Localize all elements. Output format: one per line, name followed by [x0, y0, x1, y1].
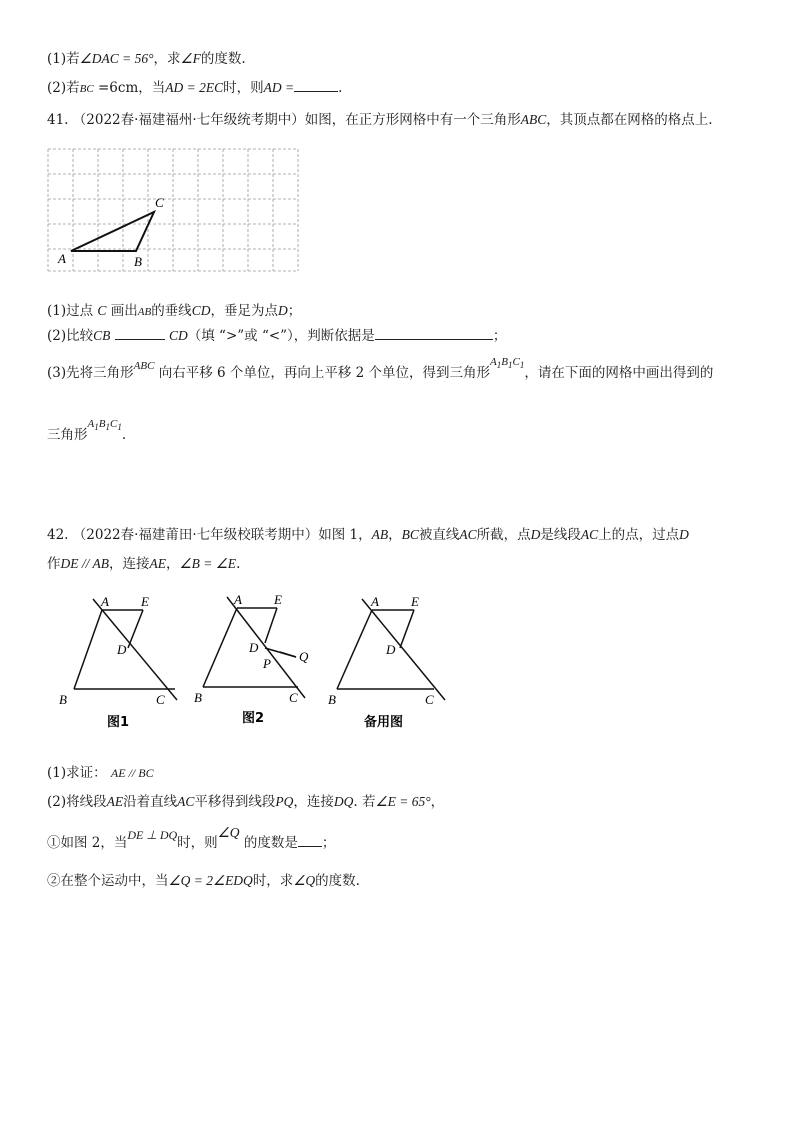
q42-figure-spare — [328, 592, 458, 732]
fig2-label-p: P — [263, 656, 271, 671]
triangle-a1b1c1-label-2: A1B1C1 — [87, 418, 122, 432]
q42-figure-1 — [55, 592, 185, 732]
q41-part3-cont: 三角形$^{A_1B_1C_1}$. — [47, 418, 127, 443]
q41-stem: 41. （2022春·福建福州·七年级统考期中）如图，在正方形网格中有一个三角形ABC，其顶点都在网格的格点上. — [47, 112, 713, 128]
fig2-label-d: D — [249, 640, 259, 655]
q41-part1: (1)过点 C 画出AB的垂线CD，垂足为点D； — [47, 303, 302, 319]
q42-figure-2 — [189, 590, 324, 730]
fig2-label-c: C — [289, 690, 298, 705]
q42-stem-line2: 作DE // AB，连接AE，∠B = ∠E. — [47, 556, 241, 572]
grid-label-c: C — [155, 195, 164, 210]
fig2-label-a: A — [234, 592, 242, 607]
fig2-label-b: B — [194, 690, 202, 705]
fig1-caption: 图1 — [107, 715, 130, 730]
q42-stem: 42. （2022春·福建莆田·七年级校联考期中）如图 1，AB，BC被直线AC所截，点D是线段AC上的点，过点D — [47, 527, 689, 543]
fig3-label-d: D — [386, 642, 396, 657]
triangle-abc — [71, 212, 154, 251]
answer-blank[interactable] — [294, 77, 338, 92]
grid-label-b: B — [134, 254, 142, 269]
q40-part2: (2)若BC =6cm，当AD = 2EC时，则AD = . — [47, 77, 342, 99]
q41-grid-figure — [44, 145, 304, 277]
triangle-a1b1c1-label: A1B1C1 — [490, 356, 525, 370]
fig2-label-q: Q — [299, 649, 309, 664]
reason-blank[interactable] — [375, 325, 493, 340]
fig1-label-e: E — [141, 594, 149, 609]
fig1-label-b: B — [59, 692, 67, 707]
fig2-label-e: E — [274, 592, 282, 607]
fig3-label-c: C — [425, 692, 434, 707]
q42-case2: ②在整个运动中，当∠Q = 2∠EDQ时，求∠Q的度数. — [47, 873, 360, 889]
fig1-label-a: A — [101, 594, 109, 609]
fig3-label-a: A — [371, 594, 379, 609]
q41-part3: (3)先将三角形$^{ABC}$ 向右平移 6 个单位，再向上平移 2 个单位，得到三角形$^{A_1B_1C_1}$，请在下面的网格中画出得到的 — [47, 356, 714, 381]
fig2-caption: 图2 — [242, 711, 265, 726]
fig3-label-b: B — [328, 692, 336, 707]
fig3-caption: 备用图 — [364, 715, 404, 730]
fig1-label-d: D — [117, 642, 127, 657]
q42-part1: (1)求证： AE // BC — [47, 765, 154, 781]
grid-label-a: A — [58, 251, 66, 266]
q41-part2: (2)比较CB CD（填 “>”或 “<”），判断依据是 ； — [47, 325, 506, 346]
fig3-label-e: E — [411, 594, 419, 609]
angle-q-blank[interactable] — [298, 832, 322, 847]
q40-part1: (1)若∠DAC = 56°，求∠F的度数. — [47, 51, 246, 67]
q42-part2: (2)将线段AE沿着直线AC平移得到线段PQ，连接DQ. 若∠E = 65°， — [47, 794, 445, 810]
q42-case1: ①如图 2，当DE ⊥ DQ时，则∠Q 的度数是 ； — [47, 825, 336, 851]
fig1-label-c: C — [156, 692, 165, 707]
compare-blank[interactable] — [115, 325, 165, 340]
